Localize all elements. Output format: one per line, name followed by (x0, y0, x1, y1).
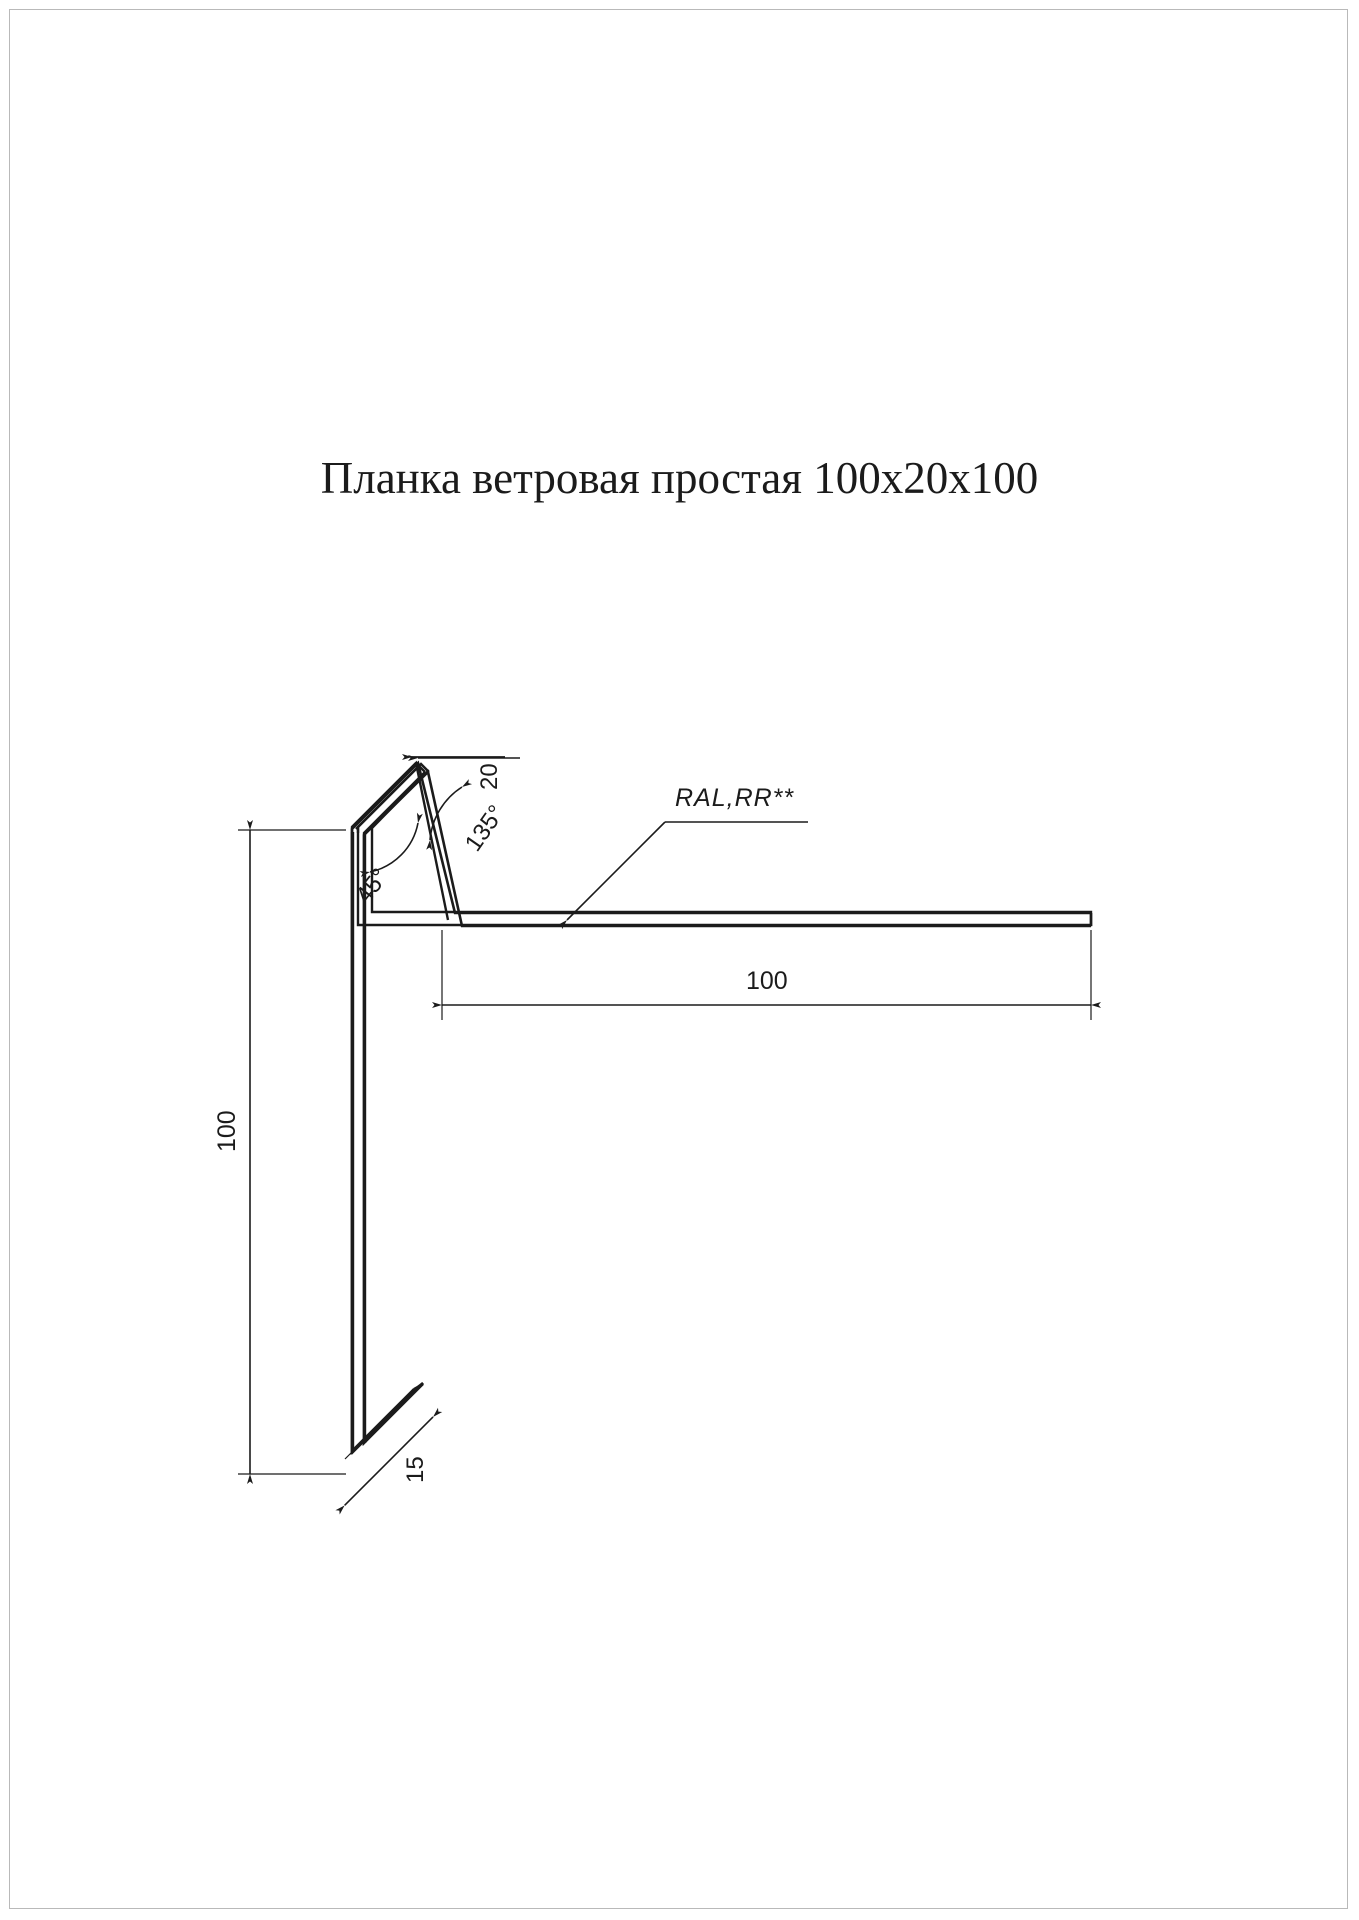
dimension-20-label: 20 (476, 763, 503, 790)
dimension-horizontal-100-label: 100 (746, 967, 788, 995)
profile-definitive (352, 763, 1091, 1452)
angle-135 (430, 787, 510, 856)
coating-leader (567, 784, 808, 920)
profile-vee-and-shelf (356, 765, 420, 829)
dimension-vertical-100-label: 100 (213, 1110, 241, 1152)
angle-45 (350, 823, 418, 909)
angle-135-label: 135° (459, 800, 511, 857)
dimension-vertical-100 (213, 830, 346, 1474)
page-title: Планка ветровая простая 100х20х100 (320, 453, 1039, 503)
dimension-15 (345, 1390, 500, 1505)
coating-label: RAL,RR** (675, 784, 795, 812)
angle-45-label: 45° (350, 863, 395, 909)
dimension-horizontal-100 (442, 930, 1091, 1020)
dimension-15-label: 15 (402, 1456, 429, 1483)
dimension-20-line (418, 758, 520, 790)
